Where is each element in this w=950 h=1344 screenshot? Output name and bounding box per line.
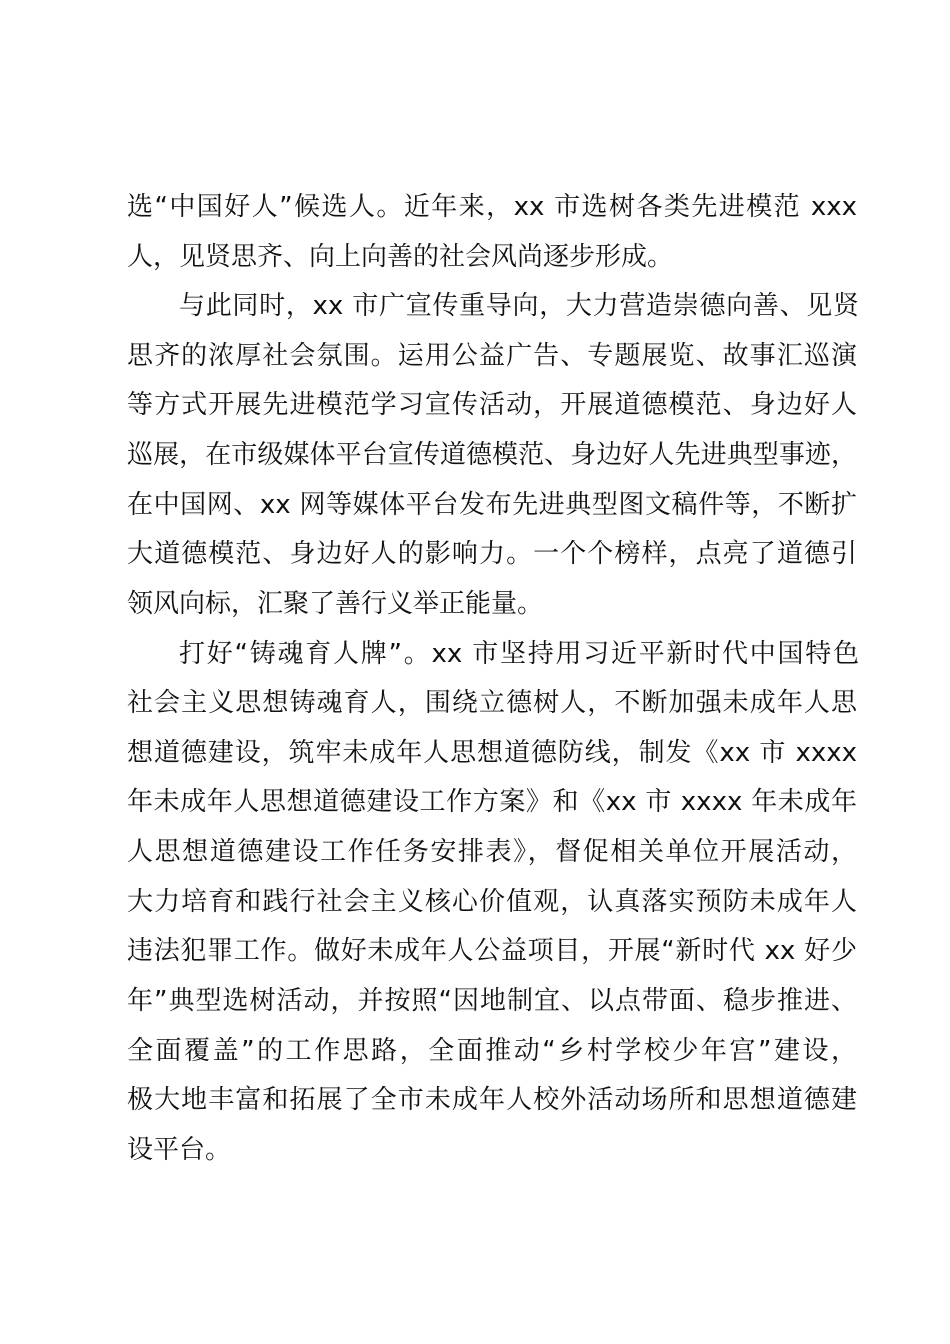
text-line: 大道德模范、身边好人的影响力。一个个榜样，点亮了道德引 [127, 539, 857, 569]
text-line: 等方式开展先进模范学习宣传活动，开展道德模范、身边好人 [127, 390, 857, 420]
paragraph-start-line: 与此同时，xx 市广宣传重导向，大力营造崇德向善、见贤 [179, 291, 859, 321]
text-line: 大力培育和践行社会主义核心价值观，认真落实预防未成年人 [127, 887, 857, 917]
text-line: 违法犯罪工作。做好未成年人公益项目，开展“新时代 xx 好少 [127, 936, 857, 966]
text-line: 在中国网、xx 网等媒体平台发布先进典型图文稿件等，不断扩 [127, 490, 857, 520]
text-line: 人，见贤思齐、向上向善的社会风尚逐步形成。 [127, 242, 674, 272]
text-line: 巡展，在市级媒体平台宣传道德模范、身边好人先进典型事迹， [127, 440, 857, 470]
text-line: 领风向标，汇聚了善行义举正能量。 [127, 589, 544, 619]
paragraph-start-line: 打好“铸魂育人牌”。xx 市坚持用习近平新时代中国特色 [179, 639, 859, 669]
text-line: 社会主义思想铸魂育人，围绕立德树人，不断加强未成年人思 [127, 688, 857, 718]
text-line: 极大地丰富和拓展了全市未成年人校外活动场所和思想道德建 [127, 1085, 857, 1115]
text-line: 设平台。 [127, 1135, 232, 1165]
text-line: 思齐的浓厚社会氛围。运用公益广告、专题展览、故事汇巡演 [127, 341, 857, 371]
text-line: 选“中国好人”候选人。近年来，xx 市选树各类先进模范 xxx [127, 192, 857, 222]
text-line: 年”典型选树活动，并按照“因地制宜、以点带面、稳步推进、 [127, 986, 857, 1016]
text-line: 全面覆盖”的工作思路，全面推动“乡村学校少年宫”建设， [127, 1036, 857, 1066]
text-line: 人思想道德建设工作任务安排表》，督促相关单位开展活动， [127, 837, 857, 867]
text-line: 年未成年人思想道德建设工作方案》和《xx 市 xxxx 年未成年 [127, 787, 857, 817]
text-line: 想道德建设，筑牢未成年人思想道德防线，制发《xx 市 xxxx [127, 738, 857, 768]
